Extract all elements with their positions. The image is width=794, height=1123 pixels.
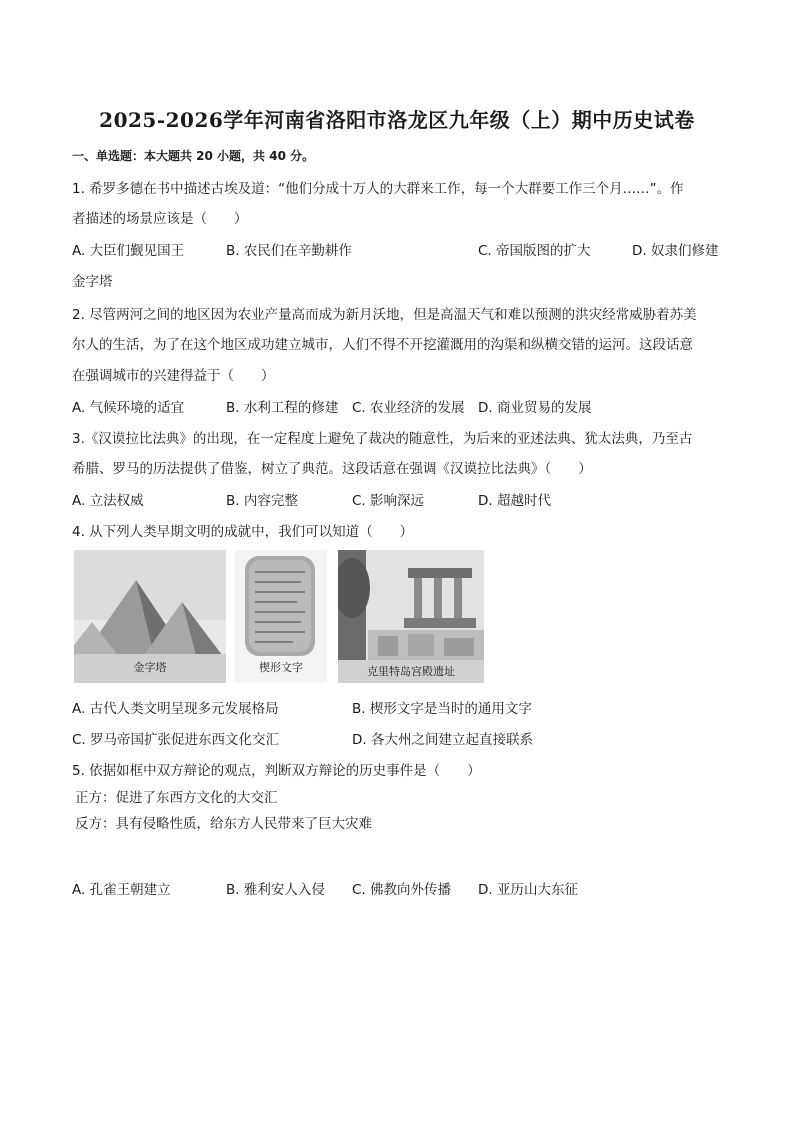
q3-stem-line-2: 希腊、罗马的历法提供了借鉴，树立了典范。这段话意在强调《汉谟拉比法典》（ ） — [72, 461, 592, 477]
q4-option-a[interactable]: A. 古代人类文明呈现多元发展格局 — [72, 701, 279, 717]
q3-option-c[interactable]: C. 影响深远 — [352, 493, 425, 509]
q5-option-c[interactable]: C. 佛教向外传播 — [352, 882, 452, 898]
q3-option-b[interactable]: B. 内容完整 — [226, 493, 298, 509]
pyramid-caption: 金字塔 — [133, 661, 167, 674]
q1-option-d[interactable]: D. 奴隶们修建 — [632, 243, 719, 259]
q2-stem-line-3: 在强调城市的兴建得益于（ ） — [72, 368, 275, 384]
q2-option-a[interactable]: A. 气候环境的适宜 — [72, 400, 185, 416]
q1-option-a[interactable]: A. 大臣们觐见国王 — [72, 243, 185, 259]
q1-stem-line-2: 者描述的场景应该是（ ） — [72, 211, 248, 227]
q1-option-b[interactable]: B. 农民们在辛勤耕作 — [226, 243, 352, 259]
q4-stem-line-1: 4. 从下列人类早期文明的成就中，我们可以知道（ ） — [72, 524, 414, 540]
q4-option-d[interactable]: D. 各大州之间建立起直接联系 — [352, 732, 533, 748]
q2-stem-line-2: 尔人的生活，为了在这个地区成功建立城市，人们不得不开挖灌溉用的沟渠和纵横交错的运河。这段话意 — [72, 337, 693, 353]
q1-stem-line-1: 1. 希罗多德在书中描述古埃及道：“他们分成十万人的大群来工作，每一个大群要工作三个月……”。作 — [72, 181, 684, 197]
exam-title: 2025-2026学年河南省洛阳市洛龙区九年级（上）期中历史试卷 — [99, 108, 695, 132]
q1-option-c[interactable]: C. 帝国版图的扩大 — [478, 243, 591, 259]
section-heading: 一、单选题：本大题共 20 小题，共 40 分。 — [72, 149, 315, 163]
q2-option-c[interactable]: C. 农业经济的发展 — [352, 400, 465, 416]
crete-palace-caption: 克里特岛宫殿遗址 — [367, 665, 455, 678]
q3-option-a[interactable]: A. 立法权威 — [72, 493, 144, 509]
q2-option-b[interactable]: B. 水利工程的修建 — [226, 400, 339, 416]
q5-stem-line-1: 5. 依据如框中双方辩论的观点，判断双方辩论的历史事件是（ ） — [72, 763, 481, 779]
q2-option-d[interactable]: D. 商业贸易的发展 — [478, 400, 592, 416]
q4-option-b[interactable]: B. 楔形文字是当时的通用文字 — [352, 701, 532, 717]
q2-stem-line-1: 2. 尽管两河之间的地区因为农业产量高而成为新月沃地，但是高温天气和难以预测的洪灾经常威胁着苏美 — [72, 307, 697, 323]
debate-con: 反方：具有侵略性质，给东方人民带来了巨大灾难 — [75, 816, 372, 832]
q5-option-d[interactable]: D. 亚历山大东征 — [478, 882, 578, 898]
q5-option-a[interactable]: A. 孔雀王朝建立 — [72, 882, 171, 898]
q4-option-c[interactable]: C. 罗马帝国扩张促进东西文化交汇 — [72, 732, 280, 748]
cuneiform-caption: 楔形文字 — [259, 661, 303, 674]
q5-option-b[interactable]: B. 雅利安人入侵 — [226, 882, 325, 898]
debate-pro: 正方：促进了东西方文化的大交汇 — [75, 790, 278, 806]
q1-option-d-wrap: 金字塔 — [72, 274, 113, 290]
q3-stem-line-1: 3.《汉谟拉比法典》的出现，在一定程度上避免了裁决的随意性，为后来的亚述法典、犹太法典，乃至古 — [72, 431, 693, 447]
q3-option-d[interactable]: D. 超越时代 — [478, 493, 551, 509]
